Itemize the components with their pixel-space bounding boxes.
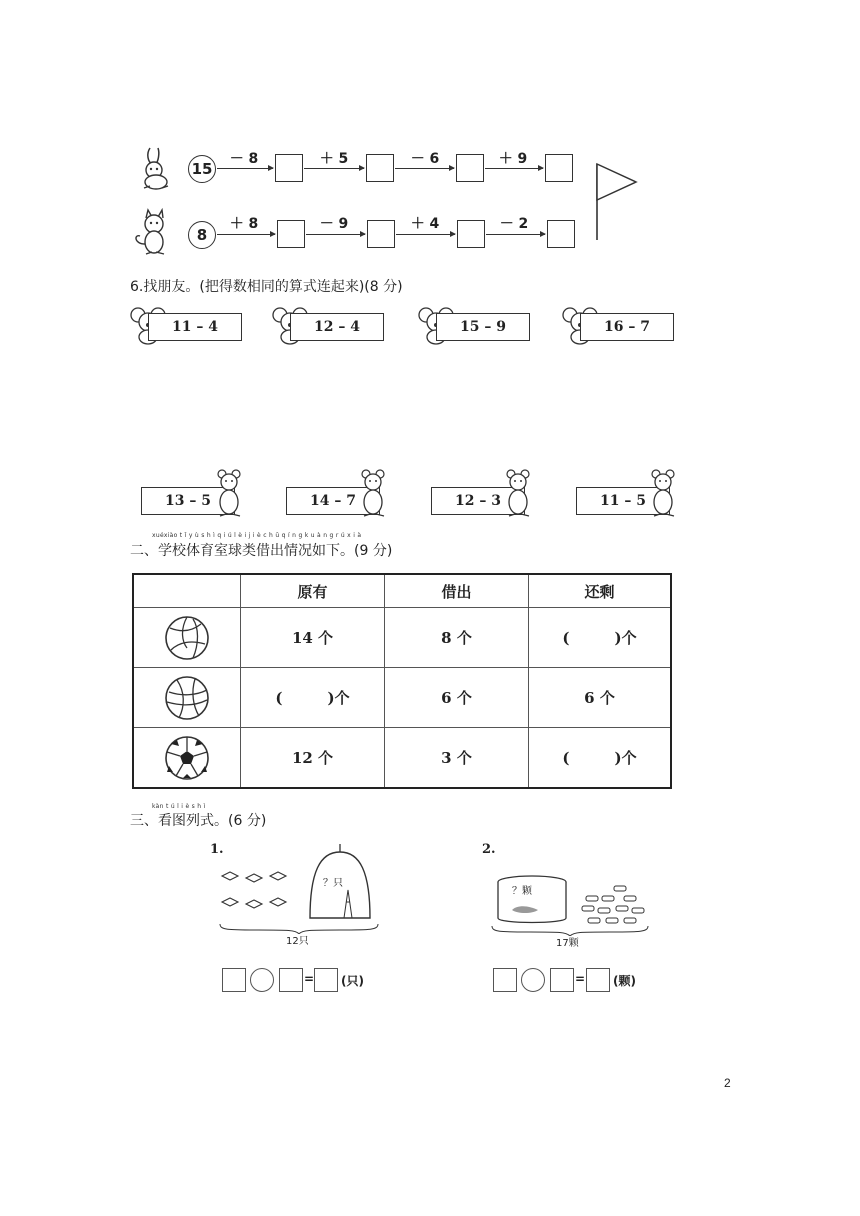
table-row bbox=[133, 668, 671, 728]
answer-cell[interactable]: ( )个 bbox=[529, 608, 672, 668]
operation-label: ＋ 9 bbox=[498, 151, 528, 167]
section-6-heading: 6.找朋友。(把得数相同的算式连起来)(8 分) bbox=[130, 279, 403, 295]
start-number: 8 bbox=[188, 221, 216, 249]
answer-box[interactable] bbox=[275, 154, 303, 182]
arrow-line bbox=[304, 168, 364, 169]
arrow-line bbox=[306, 234, 365, 235]
finish-flag-icon bbox=[592, 160, 642, 242]
candy-jar-icon bbox=[494, 874, 570, 926]
equation-box[interactable] bbox=[586, 968, 610, 992]
cat-icon bbox=[132, 208, 176, 258]
operation-label: ＋ 4 bbox=[410, 216, 440, 232]
bottom-card[interactable]: 14 – 7 bbox=[286, 487, 380, 515]
cage-label: ？只 bbox=[323, 878, 343, 889]
equation-box[interactable] bbox=[314, 968, 338, 992]
top-card[interactable]: 16 – 7 bbox=[580, 313, 674, 341]
unit-label: (只) bbox=[341, 974, 364, 988]
equation-box[interactable] bbox=[279, 968, 303, 992]
answer-cell[interactable]: ( )个 bbox=[529, 728, 672, 789]
answer-box[interactable] bbox=[366, 154, 394, 182]
top-card[interactable]: 12 – 4 bbox=[290, 313, 384, 341]
bear-icon bbox=[501, 468, 533, 518]
table-cell: 6 个 bbox=[385, 668, 529, 728]
equals-sign: = bbox=[575, 972, 586, 986]
arrow-line bbox=[485, 168, 543, 169]
arrow-line bbox=[396, 234, 455, 235]
section-2-pinyin: xuéxiào t ǐ y ù s h ì q i ú l è i j i è c h ū q í n g k u à n g r ú x i à bbox=[152, 532, 362, 539]
section-3-heading: 三、看图列式。(6 分) bbox=[130, 813, 267, 829]
answer-box[interactable] bbox=[367, 220, 395, 248]
operation-label: ＋ 8 bbox=[229, 216, 259, 232]
section-3-pinyin: kàn t ú l i è s h ì bbox=[152, 803, 206, 810]
equation-box[interactable] bbox=[222, 968, 246, 992]
operator-circle[interactable] bbox=[521, 968, 545, 992]
bottom-card[interactable]: 12 – 3 bbox=[431, 487, 525, 515]
answer-cell[interactable]: ( )个 bbox=[241, 668, 385, 728]
rabbit-icon bbox=[136, 146, 176, 192]
answer-box[interactable] bbox=[457, 220, 485, 248]
ball-cell bbox=[133, 608, 241, 668]
answer-box[interactable] bbox=[456, 154, 484, 182]
answer-box[interactable] bbox=[545, 154, 573, 182]
equals-sign: = bbox=[304, 972, 315, 986]
arrow-line bbox=[217, 234, 275, 235]
ball-loan-table bbox=[132, 573, 672, 789]
birds-icon bbox=[218, 866, 298, 920]
table-cell: 14 个 bbox=[241, 608, 385, 668]
top-card[interactable]: 11 – 4 bbox=[148, 313, 242, 341]
soccer-ball-icon bbox=[163, 734, 211, 782]
start-number: 15 bbox=[188, 155, 216, 183]
equation-box[interactable] bbox=[550, 968, 574, 992]
equation-box[interactable] bbox=[493, 968, 517, 992]
unit-label: (颗) bbox=[613, 974, 636, 988]
top-card[interactable]: 15 – 9 bbox=[436, 313, 530, 341]
sequence-row-1 bbox=[130, 146, 650, 200]
total-label: 17颗 bbox=[556, 938, 579, 949]
table-header-row bbox=[133, 574, 671, 608]
section-2-heading: 二、学校体育室球类借出情况如下。(9 分) bbox=[130, 543, 393, 559]
operation-label: － 8 bbox=[229, 151, 259, 167]
table-row bbox=[133, 728, 671, 789]
operator-circle[interactable] bbox=[250, 968, 274, 992]
header-remaining: 还剩 bbox=[529, 574, 672, 608]
problem-1-number: 1. bbox=[210, 842, 224, 857]
bear-icon bbox=[356, 468, 388, 518]
total-label: 12只 bbox=[286, 936, 309, 947]
table-row bbox=[133, 608, 671, 668]
operation-label: － 2 bbox=[499, 216, 529, 232]
header-borrowed: 借出 bbox=[385, 574, 529, 608]
operation-label: － 6 bbox=[410, 151, 440, 167]
table-cell: 8 个 bbox=[385, 608, 529, 668]
bear-icon bbox=[646, 468, 678, 518]
operation-label: － 9 bbox=[319, 216, 349, 232]
answer-box[interactable] bbox=[547, 220, 575, 248]
header-cell bbox=[133, 574, 241, 608]
table-cell: 3 个 bbox=[385, 728, 529, 789]
jar-label: ？颗 bbox=[512, 886, 532, 897]
page-number: 2 bbox=[724, 1076, 731, 1090]
table-cell: 6 个 bbox=[529, 668, 672, 728]
ball-cell bbox=[133, 668, 241, 728]
arrow-line bbox=[217, 168, 273, 169]
sequence-row-2 bbox=[130, 208, 650, 262]
table-cell: 12 个 bbox=[241, 728, 385, 789]
basketball-icon bbox=[163, 674, 211, 722]
arrow-line bbox=[395, 168, 454, 169]
problem-2-number: 2. bbox=[482, 842, 496, 857]
bottom-card[interactable]: 13 – 5 bbox=[141, 487, 235, 515]
header-original: 原有 bbox=[241, 574, 385, 608]
bottom-card[interactable]: 11 – 5 bbox=[576, 487, 670, 515]
arrow-line bbox=[486, 234, 545, 235]
bear-icon bbox=[212, 468, 244, 518]
answer-box[interactable] bbox=[277, 220, 305, 248]
ball-cell bbox=[133, 728, 241, 789]
operation-label: ＋ 5 bbox=[319, 151, 349, 167]
volleyball-icon bbox=[163, 614, 211, 662]
